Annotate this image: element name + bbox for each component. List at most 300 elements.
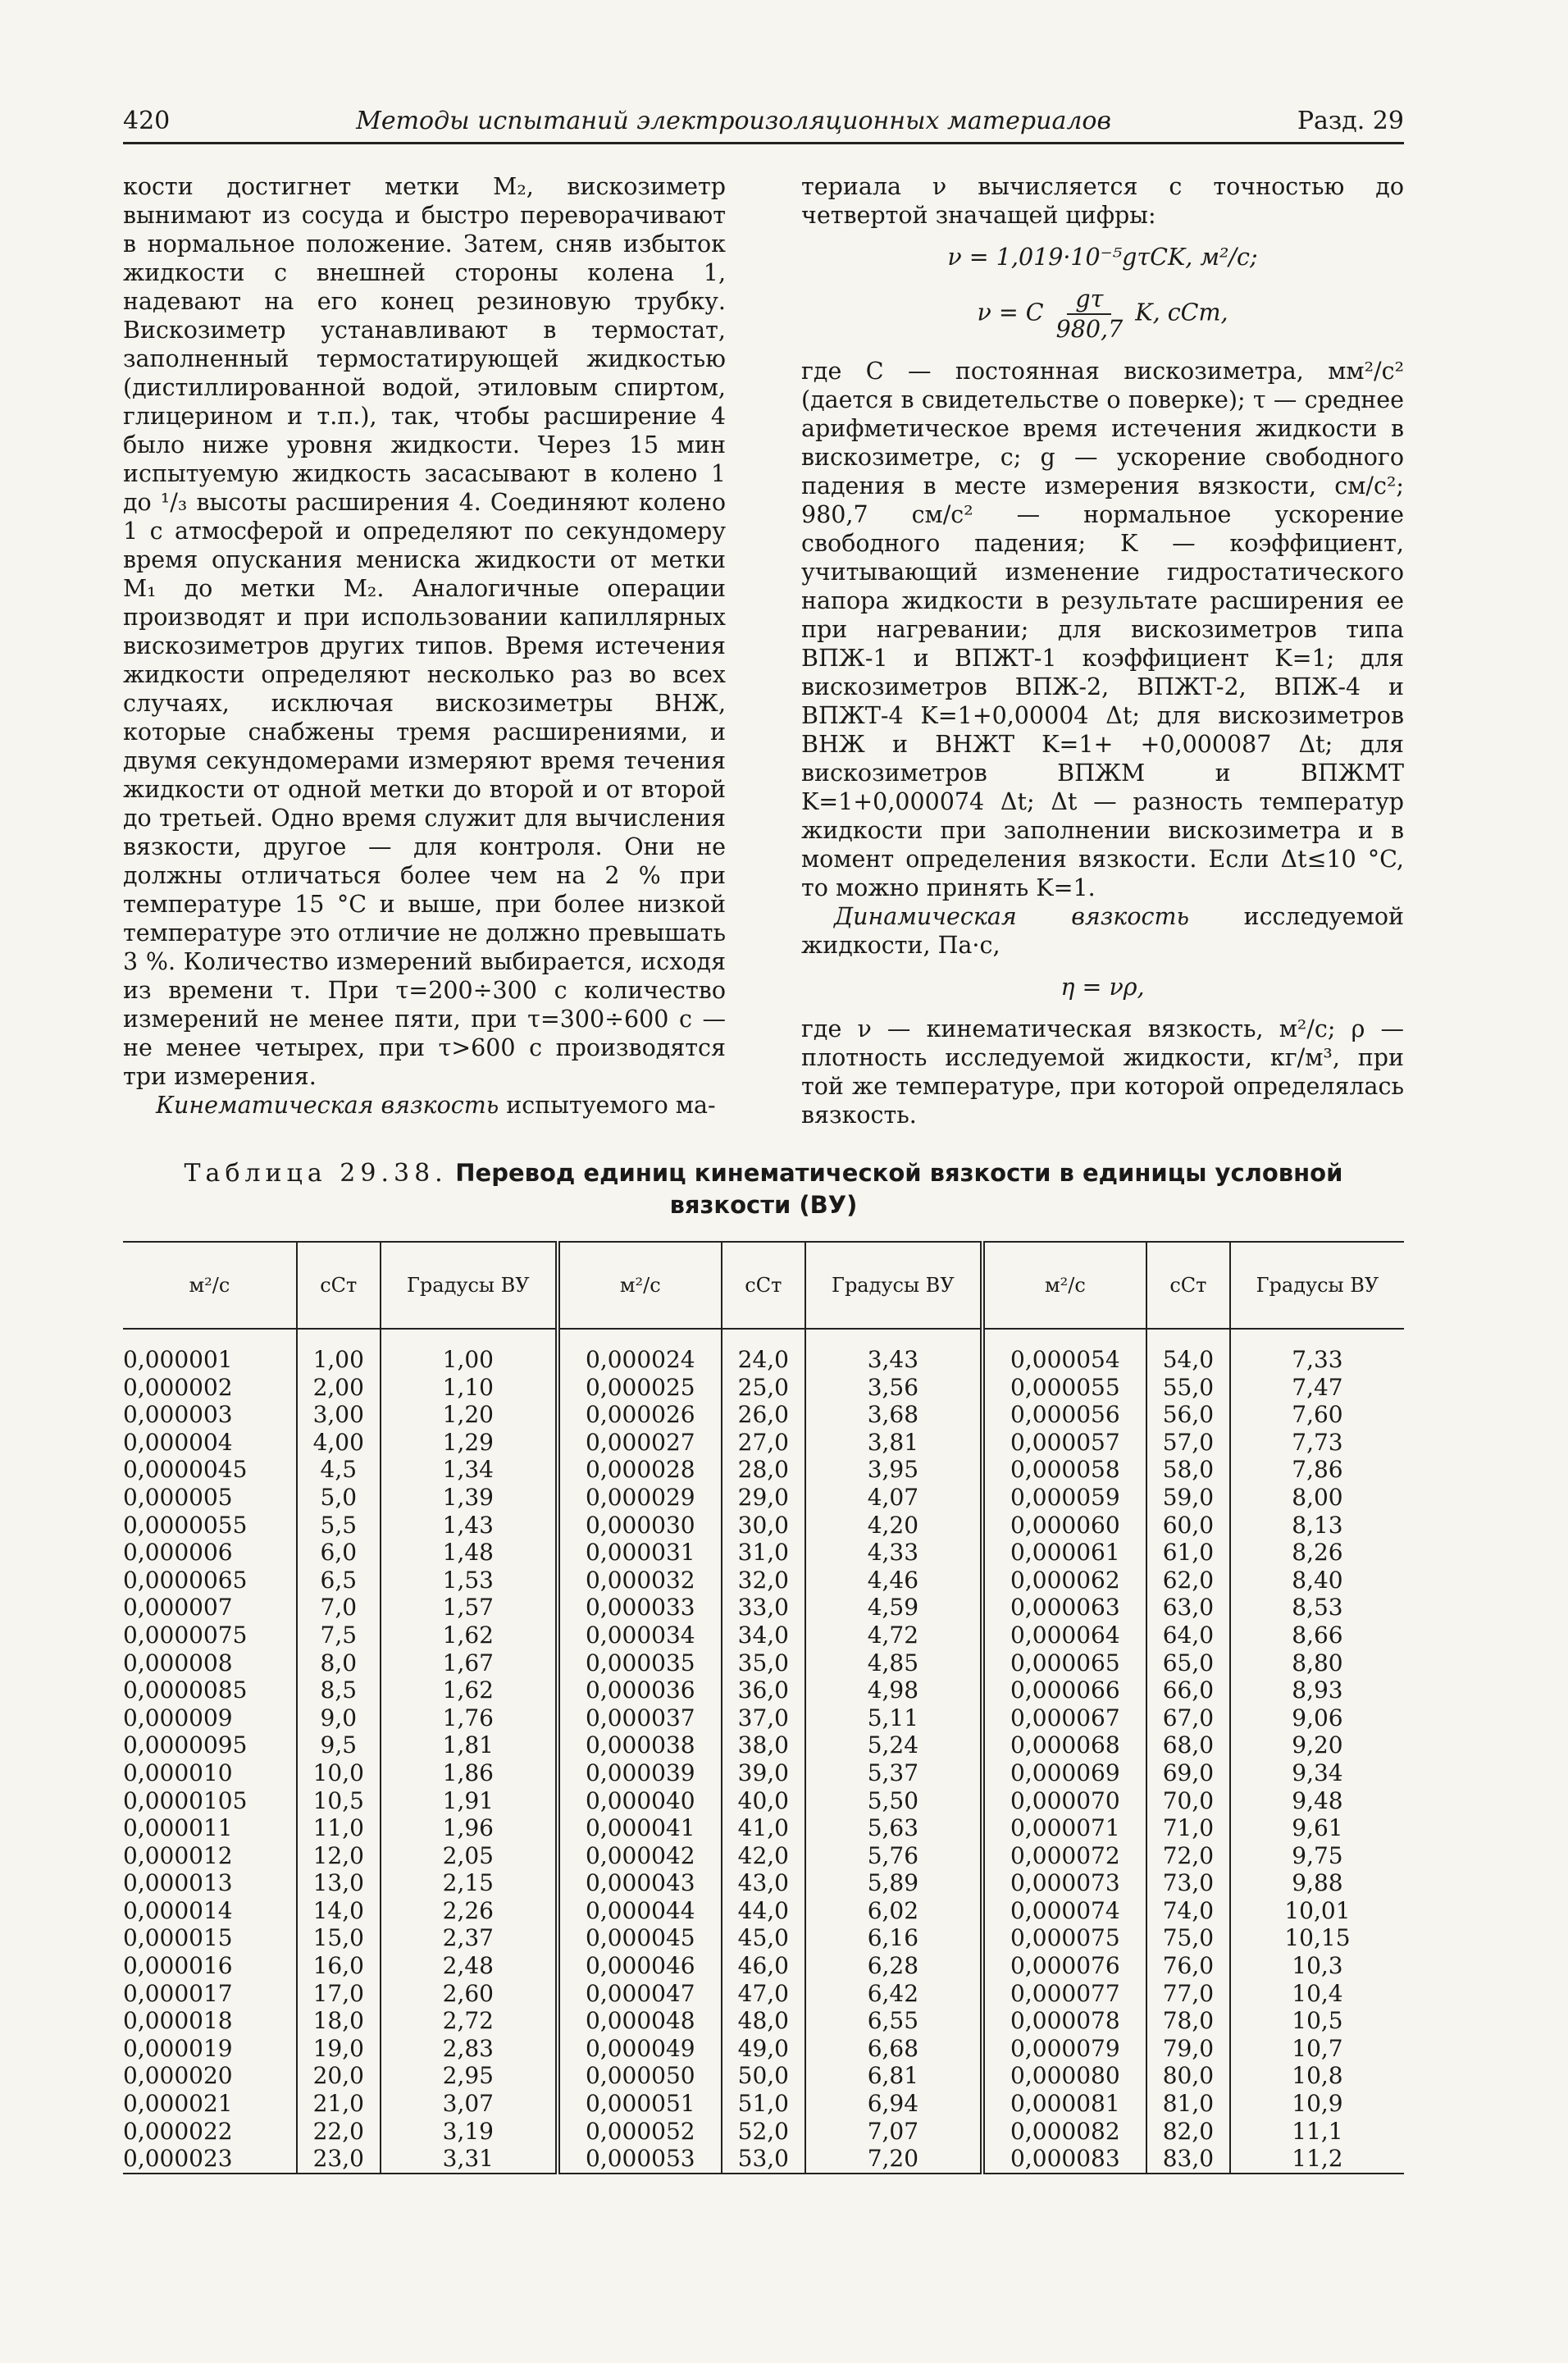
cell-cst: 25,0 [722, 1374, 805, 1402]
formula-2-left: ν = C [977, 299, 1044, 326]
cell-vu: 1,39 [381, 1484, 558, 1512]
cell-vu: 1,00 [381, 1329, 558, 1374]
cell-vu: 7,73 [1230, 1429, 1404, 1457]
cell-vu: 4,59 [805, 1594, 982, 1622]
table-row [123, 1512, 1404, 1540]
cell-cst: 29,0 [722, 1484, 805, 1512]
right-paragraph-2: где C — постоянная вискозиметра, мм²/с² (дается в свидетельстве о поверке); τ — среднее арифметическое время истечения жидкости в вискозиметре, с; g — ускорение свободного падения в месте измерения вязкости, см/с²; 980,7 см/с² — нормальное ускорение свободного падения; K — коэффициент, учитывающий изменение гидростатического напора жидкости в результате расширения ее при нагревании; для вискозиметров типа ВПЖ-1 и ВПЖТ-1 коэффициент K=1; для вискозиметров ВПЖ-2, ВПЖТ-2, ВПЖ-4 и ВПЖТ-4 K=1+0,00004 Δt; для вискозиметров ВНЖ и ВНЖТ K=1+ +0,000087 Δt; для вискозиметров ВПЖМ и ВПЖМТ K=1+0,000074 Δt; Δt — разность температур жидкости при заполнении вискозиметра и в момент определения вязкости. Если Δt≤10 °C, то можно принять K=1. [801, 358, 1404, 901]
cell-cst: 41,0 [722, 1814, 805, 1842]
cell-m2s: 0,000011 [123, 1814, 233, 1842]
cell-vu: 2,48 [381, 1952, 558, 1980]
cell-m2s: 0,0000045 [123, 1456, 248, 1484]
cell-vu: 5,24 [805, 1731, 982, 1759]
cell-cst: 9,5 [297, 1731, 381, 1759]
cell-vu: 10,8 [1230, 2062, 1404, 2090]
cell-vu: 1,34 [381, 1456, 558, 1484]
cell-m2s: 0,000002 [123, 1373, 233, 1401]
cell-m2s: 0,000027 [558, 1429, 722, 1457]
cell-vu: 8,00 [1230, 1484, 1404, 1512]
cell-cst: 70,0 [1146, 1787, 1230, 1815]
cell-m2s: 0,000035 [558, 1649, 722, 1677]
cell-m2s: 0,000033 [558, 1594, 722, 1622]
cell-cst: 49,0 [722, 2035, 805, 2063]
cell-vu: 4,33 [805, 1539, 982, 1567]
table-row [123, 1622, 1404, 1649]
cell-m2s: 0,000081 [982, 2090, 1146, 2118]
cell-cst: 8,5 [297, 1676, 381, 1704]
cell-m2s: 0,000020 [123, 2062, 233, 2090]
cell-m2s: 0,000040 [558, 1787, 722, 1815]
cell-vu: 2,26 [381, 1897, 558, 1925]
table-row [123, 2118, 1404, 2146]
cell-vu: 7,33 [1230, 1329, 1404, 1374]
running-title: Методы испытаний электроизоляционных материалов [356, 107, 1111, 135]
cell-cst: 35,0 [722, 1649, 805, 1677]
cell-vu: 5,37 [805, 1759, 982, 1787]
cell-cst: 38,0 [722, 1731, 805, 1759]
cell-vu: 6,28 [805, 1952, 982, 1980]
cell-vu: 1,20 [381, 1401, 558, 1429]
cell-vu: 1,62 [381, 1622, 558, 1649]
right-paragraph-3-text: исследуемой жидкости, Па·с, [801, 903, 1404, 959]
formula-2-fraction [1056, 285, 1124, 344]
kinematic-viscosity-term: Кинематическая вязкость [156, 1092, 499, 1119]
table-row [123, 2062, 1404, 2090]
cell-m2s: 0,0000105 [123, 1786, 248, 1814]
cell-vu: 10,3 [1230, 1952, 1404, 1980]
cell-cst: 52,0 [722, 2118, 805, 2146]
cell-cst: 10,0 [297, 1759, 381, 1787]
cell-m2s: 0,000007 [123, 1594, 233, 1622]
table-row [123, 1897, 1404, 1925]
cell-cst: 6,0 [297, 1539, 381, 1567]
cell-cst: 13,0 [297, 1869, 381, 1897]
cell-cst: 6,5 [297, 1567, 381, 1594]
cell-cst: 19,0 [297, 2035, 381, 2063]
cell-m2s: 0,000079 [982, 2035, 1146, 2063]
table-row [123, 1594, 1404, 1622]
table-row [123, 2090, 1404, 2118]
cell-cst: 48,0 [722, 2007, 805, 2035]
cell-cst: 77,0 [1146, 1980, 1230, 2008]
cell-vu: 9,34 [1230, 1759, 1404, 1787]
header-m2s: м²/с [123, 1242, 297, 1329]
cell-cst: 39,0 [722, 1759, 805, 1787]
cell-vu: 7,60 [1230, 1401, 1404, 1429]
cell-vu: 5,89 [805, 1869, 982, 1897]
left-paragraph-2 [123, 1091, 726, 1120]
table-row [123, 2035, 1404, 2063]
cell-m2s: 0,000023 [123, 2145, 297, 2174]
cell-cst: 30,0 [722, 1512, 805, 1540]
cell-vu: 3,19 [381, 2118, 558, 2146]
cell-m2s: 0,000024 [558, 1329, 722, 1374]
cell-vu: 11,1 [1230, 2118, 1404, 2146]
cell-m2s: 0,000078 [982, 2007, 1146, 2035]
cell-m2s: 0,0000075 [123, 1621, 248, 1649]
cell-m2s: 0,000053 [558, 2145, 722, 2174]
table-row [123, 1759, 1404, 1787]
cell-vu: 5,11 [805, 1704, 982, 1732]
cell-vu: 8,53 [1230, 1594, 1404, 1622]
cell-m2s: 0,000070 [982, 1787, 1146, 1815]
cell-m2s: 0,000046 [558, 1952, 722, 1980]
cell-cst: 16,0 [297, 1952, 381, 1980]
cell-vu: 3,43 [805, 1329, 982, 1374]
table-row [123, 1429, 1404, 1457]
cell-vu: 5,63 [805, 1814, 982, 1842]
cell-vu: 1,57 [381, 1594, 558, 1622]
right-paragraph-4: где ν — кинематическая вязкость, м²/с; ρ — плотность исследуемой жидкости, кг/м³, при той же температуре, при которой определялась вязкость. [801, 1015, 1404, 1129]
cell-cst: 31,0 [722, 1539, 805, 1567]
cell-cst: 14,0 [297, 1897, 381, 1925]
cell-cst: 3,00 [297, 1401, 381, 1429]
cell-cst: 53,0 [722, 2145, 805, 2174]
cell-cst: 62,0 [1146, 1567, 1230, 1594]
cell-cst: 20,0 [297, 2062, 381, 2090]
cell-vu: 1,91 [381, 1787, 558, 1815]
cell-vu: 3,31 [381, 2145, 558, 2174]
cell-cst: 33,0 [722, 1594, 805, 1622]
cell-vu: 2,05 [381, 1842, 558, 1870]
table-row [123, 1676, 1404, 1704]
cell-m2s: 0,000026 [558, 1401, 722, 1429]
cell-m2s: 0,000044 [558, 1897, 722, 1925]
cell-vu: 8,40 [1230, 1567, 1404, 1594]
cell-m2s: 0,000015 [123, 1924, 233, 1952]
cell-vu: 7,47 [1230, 1374, 1404, 1402]
cell-m2s: 0,000050 [558, 2062, 722, 2090]
cell-vu: 9,20 [1230, 1731, 1404, 1759]
cell-cst: 5,5 [297, 1512, 381, 1540]
cell-m2s: 0,000043 [558, 1869, 722, 1897]
cell-cst: 75,0 [1146, 1924, 1230, 1952]
cell-vu: 9,61 [1230, 1814, 1404, 1842]
cell-vu: 1,76 [381, 1704, 558, 1732]
cell-cst: 10,5 [297, 1787, 381, 1815]
header-vu: Градусы ВУ [805, 1242, 982, 1329]
table-row [123, 1731, 1404, 1759]
cell-vu: 2,60 [381, 1980, 558, 2008]
left-paragraph-2-text: испытуемого ма- [499, 1092, 716, 1119]
cell-m2s: 0,000003 [123, 1401, 233, 1429]
cell-cst: 8,0 [297, 1649, 381, 1677]
cell-vu: 9,75 [1230, 1842, 1404, 1870]
cell-cst: 7,5 [297, 1622, 381, 1649]
cell-m2s: 0,000082 [982, 2118, 1146, 2146]
cell-m2s: 0,000030 [558, 1512, 722, 1540]
cell-cst: 11,0 [297, 1814, 381, 1842]
cell-cst: 60,0 [1146, 1512, 1230, 1540]
cell-vu: 8,66 [1230, 1622, 1404, 1649]
header-cst: сСт [722, 1242, 805, 1329]
table-row [123, 1539, 1404, 1567]
cell-cst: 82,0 [1146, 2118, 1230, 2146]
cell-m2s: 0,0000085 [123, 1676, 248, 1704]
table-header-row [123, 1242, 1404, 1329]
cell-vu: 6,42 [805, 1980, 982, 2008]
cell-vu: 2,95 [381, 2062, 558, 2090]
cell-cst: 54,0 [1146, 1329, 1230, 1374]
cell-vu: 6,02 [805, 1897, 982, 1925]
cell-cst: 26,0 [722, 1401, 805, 1429]
cell-m2s: 0,000076 [982, 1952, 1146, 1980]
cell-cst: 63,0 [1146, 1594, 1230, 1622]
cell-vu: 6,68 [805, 2035, 982, 2063]
cell-m2s: 0,000066 [982, 1676, 1146, 1704]
cell-vu: 1,81 [381, 1731, 558, 1759]
table-row [123, 1484, 1404, 1512]
cell-m2s: 0,000047 [558, 1980, 722, 2008]
cell-vu: 5,76 [805, 1842, 982, 1870]
cell-m2s: 0,000042 [558, 1842, 722, 1870]
cell-vu: 3,56 [805, 1374, 982, 1402]
cell-m2s: 0,000068 [982, 1731, 1146, 1759]
table-caption [123, 1157, 1404, 1221]
cell-vu: 9,48 [1230, 1787, 1404, 1815]
cell-m2s: 0,000038 [558, 1731, 722, 1759]
cell-m2s: 0,000075 [982, 1924, 1146, 1952]
cell-m2s: 0,000019 [123, 2034, 233, 2062]
cell-vu: 4,46 [805, 1567, 982, 1594]
cell-cst: 50,0 [722, 2062, 805, 2090]
cell-cst: 51,0 [722, 2090, 805, 2118]
cell-m2s: 0,000049 [558, 2035, 722, 2063]
cell-cst: 40,0 [722, 1787, 805, 1815]
cell-m2s: 0,000063 [982, 1594, 1146, 1622]
cell-cst: 47,0 [722, 1980, 805, 2008]
cell-cst: 66,0 [1146, 1676, 1230, 1704]
cell-vu: 2,83 [381, 2035, 558, 2063]
table-caption-prefix: Таблица 29.38. [184, 1159, 448, 1188]
cell-m2s: 0,000021 [123, 2090, 233, 2118]
cell-cst: 32,0 [722, 1567, 805, 1594]
cell-vu: 6,94 [805, 2090, 982, 2118]
cell-cst: 76,0 [1146, 1952, 1230, 1980]
table-row [123, 1401, 1404, 1429]
cell-cst: 5,0 [297, 1484, 381, 1512]
cell-vu: 6,55 [805, 2007, 982, 2035]
cell-vu: 4,20 [805, 1512, 982, 1540]
cell-m2s: 0,000028 [558, 1456, 722, 1484]
cell-m2s: 0,0000095 [123, 1731, 248, 1759]
cell-vu: 2,72 [381, 2007, 558, 2035]
cell-cst: 81,0 [1146, 2090, 1230, 2118]
cell-vu: 10,01 [1230, 1897, 1404, 1925]
table-row [123, 2007, 1404, 2035]
cell-cst: 44,0 [722, 1897, 805, 1925]
cell-m2s: 0,000034 [558, 1622, 722, 1649]
cell-cst: 45,0 [722, 1924, 805, 1952]
cell-vu: 6,81 [805, 2062, 982, 2090]
cell-vu: 1,29 [381, 1429, 558, 1457]
cell-vu: 3,81 [805, 1429, 982, 1457]
formula-3: η = νρ, [1060, 974, 1145, 1001]
table-row [123, 2145, 1404, 2174]
cell-cst: 83,0 [1146, 2145, 1230, 2174]
formula-1: ν = 1,019·10⁻⁵gτCK, м²/с; [947, 244, 1258, 271]
cell-vu: 8,80 [1230, 1649, 1404, 1677]
table-row [123, 1787, 1404, 1815]
cell-m2s: 0,000022 [123, 2117, 233, 2145]
cell-m2s: 0,000058 [982, 1456, 1146, 1484]
cell-m2s: 0,000062 [982, 1567, 1146, 1594]
cell-m2s: 0,000060 [982, 1512, 1146, 1540]
cell-cst: 12,0 [297, 1842, 381, 1870]
header-m2s: м²/с [558, 1242, 722, 1329]
cell-cst: 69,0 [1146, 1759, 1230, 1787]
formula-2-numerator: gτ [1067, 285, 1111, 315]
dynamic-viscosity-term: Динамическая вязкость [834, 903, 1189, 930]
cell-m2s: 0,000016 [123, 1952, 233, 1980]
cell-cst: 64,0 [1146, 1622, 1230, 1649]
cell-vu: 2,37 [381, 1924, 558, 1952]
cell-vu: 1,48 [381, 1539, 558, 1567]
cell-m2s: 0,000036 [558, 1676, 722, 1704]
cell-m2s: 0,000001 [123, 1346, 233, 1373]
cell-cst: 7,0 [297, 1594, 381, 1622]
cell-vu: 7,07 [805, 2118, 982, 2146]
cell-m2s: 0,000037 [558, 1704, 722, 1732]
table-row [123, 1869, 1404, 1897]
cell-m2s: 0,000025 [558, 1374, 722, 1402]
formula-2-denominator: 980,7 [1055, 316, 1124, 343]
cell-cst: 61,0 [1146, 1539, 1230, 1567]
cell-cst: 46,0 [722, 1952, 805, 1980]
cell-m2s: 0,000045 [558, 1924, 722, 1952]
cell-vu: 4,85 [805, 1649, 982, 1677]
cell-cst: 55,0 [1146, 1374, 1230, 1402]
table-row [123, 1567, 1404, 1594]
table-body [123, 1329, 1404, 2174]
cell-vu: 2,15 [381, 1869, 558, 1897]
cell-m2s: 0,000065 [982, 1649, 1146, 1677]
cell-m2s: 0,000057 [982, 1429, 1146, 1457]
cell-m2s: 0,000056 [982, 1401, 1146, 1429]
table-caption-title: Перевод единиц кинематической вязкости в единицы условной вязкости (ВУ) [455, 1159, 1343, 1219]
cell-m2s: 0,000032 [558, 1567, 722, 1594]
cell-vu: 9,06 [1230, 1704, 1404, 1732]
cell-cst: 27,0 [722, 1429, 805, 1457]
page [123, 107, 1404, 2174]
cell-vu: 4,98 [805, 1676, 982, 1704]
cell-vu: 1,86 [381, 1759, 558, 1787]
cell-cst: 37,0 [722, 1704, 805, 1732]
cell-cst: 22,0 [297, 2118, 381, 2146]
header-cst: сСт [297, 1242, 381, 1329]
formula-2-right: K, сСт, [1135, 299, 1228, 326]
cell-cst: 43,0 [722, 1869, 805, 1897]
table-row [123, 1924, 1404, 1952]
cell-vu: 1,67 [381, 1649, 558, 1677]
cell-m2s: 0,000055 [982, 1374, 1146, 1402]
cell-cst: 34,0 [722, 1622, 805, 1649]
cell-cst: 79,0 [1146, 2035, 1230, 2063]
cell-m2s: 0,0000065 [123, 1566, 248, 1594]
header-m2s: м²/с [982, 1242, 1146, 1329]
cell-m2s: 0,000054 [982, 1329, 1146, 1374]
cell-m2s: 0,000009 [123, 1704, 233, 1731]
cell-m2s: 0,000069 [982, 1759, 1146, 1787]
right-column [801, 172, 1404, 1129]
cell-m2s: 0,000013 [123, 1869, 233, 1897]
cell-m2s: 0,000041 [558, 1814, 722, 1842]
cell-m2s: 0,0000055 [123, 1511, 248, 1539]
cell-cst: 74,0 [1146, 1897, 1230, 1925]
cell-m2s: 0,000074 [982, 1897, 1146, 1925]
cell-cst: 4,00 [297, 1429, 381, 1457]
cell-vu: 10,9 [1230, 2090, 1404, 2118]
page-number: 420 [123, 107, 171, 135]
cell-vu: 1,43 [381, 1512, 558, 1540]
cell-m2s: 0,000006 [123, 1539, 233, 1567]
cell-m2s: 0,000039 [558, 1759, 722, 1787]
cell-m2s: 0,000008 [123, 1649, 233, 1676]
cell-m2s: 0,000012 [123, 1841, 233, 1869]
cell-m2s: 0,000048 [558, 2007, 722, 2035]
formula-2 [801, 285, 1404, 344]
cell-vu: 10,5 [1230, 2007, 1404, 2035]
cell-vu: 7,20 [805, 2145, 982, 2174]
cell-vu: 10,15 [1230, 1924, 1404, 1952]
cell-vu: 1,96 [381, 1814, 558, 1842]
right-paragraph-3 [801, 902, 1404, 960]
section-label: Разд. 29 [1297, 107, 1404, 135]
cell-cst: 9,0 [297, 1704, 381, 1732]
table-row [123, 1456, 1404, 1484]
cell-cst: 68,0 [1146, 1731, 1230, 1759]
cell-vu: 9,88 [1230, 1869, 1404, 1897]
right-paragraph-1: териала ν вычисляется с точностью до четвертой значащей цифры: [801, 173, 1404, 229]
cell-vu: 3,68 [805, 1401, 982, 1429]
table-row [123, 1814, 1404, 1842]
cell-vu: 1,53 [381, 1567, 558, 1594]
left-paragraph-1: кости достигнет метки M₂, вискозиметр вынимают из сосуда и быстро переворачивают в нормальное положение. Затем, сняв избыток жидкости с внешней стороны колена 1, надевают на его конец резиновую трубку. Вискозиметр устанавливают в термостат, заполненный термостатирующей жидкостью (дистиллированной водой, этиловым спиртом, глицерином и т.п.), так, чтобы расширение 4 было ниже уровня жидкости. Через 15 мин испытуемую жидкость засасывают в колено 1 до ¹/₃ высоты расширения 4. Соединяют колено 1 с атмосферой и определяют по секундомеру время опускания мениска жидкости от метки M₁ до метки M₂. Аналогичные операции производят и при использовании капиллярных вискозиметров других типов. Время истечения жидкости определяют несколько раз во всех случаях, исключая вискозиметры ВНЖ, которые снабжены тремя расширениями, и двумя секундомерами измеряют время течения жидкости от одной метки до второй и от второй до третьей. Одно время служит для вычисления вязкости, другое — для контроля. Они не должны отличаться более чем на 2 % при температуре 15 °C и выше, при более низкой температуре это отличие не должно превышать 3 %. Количество измерений выбирается, исходя из времени τ. При τ=200÷300 с количество измерений не менее пяти, при τ=300÷600 с — не менее четырех, при τ>600 с производятся три измерения. [123, 173, 726, 1090]
cell-cst: 17,0 [297, 1980, 381, 2008]
cell-vu: 6,16 [805, 1924, 982, 1952]
table-row [123, 1374, 1404, 1402]
table-row [123, 1952, 1404, 1980]
cell-cst: 65,0 [1146, 1649, 1230, 1677]
cell-m2s: 0,000072 [982, 1842, 1146, 1870]
cell-cst: 15,0 [297, 1924, 381, 1952]
cell-m2s: 0,000059 [982, 1484, 1146, 1512]
cell-m2s: 0,000067 [982, 1704, 1146, 1732]
running-header [123, 107, 1404, 144]
cell-m2s: 0,000061 [982, 1539, 1146, 1567]
cell-vu: 5,50 [805, 1787, 982, 1815]
cell-m2s: 0,000010 [123, 1759, 233, 1786]
cell-m2s: 0,000004 [123, 1428, 233, 1456]
cell-cst: 71,0 [1146, 1814, 1230, 1842]
cell-m2s: 0,000083 [982, 2145, 1146, 2174]
cell-cst: 80,0 [1146, 2062, 1230, 2090]
cell-m2s: 0,000017 [123, 1979, 233, 2007]
cell-cst: 56,0 [1146, 1401, 1230, 1429]
cell-vu: 3,95 [805, 1456, 982, 1484]
cell-cst: 28,0 [722, 1456, 805, 1484]
header-vu: Градусы ВУ [1230, 1242, 1404, 1329]
cell-m2s: 0,000073 [982, 1869, 1146, 1897]
cell-m2s: 0,000031 [558, 1539, 722, 1567]
table-row [123, 1842, 1404, 1870]
cell-vu: 4,72 [805, 1622, 982, 1649]
cell-cst: 72,0 [1146, 1842, 1230, 1870]
cell-cst: 1,00 [297, 1329, 381, 1374]
cell-vu: 1,10 [381, 1374, 558, 1402]
cell-m2s: 0,000051 [558, 2090, 722, 2118]
cell-vu: 1,62 [381, 1676, 558, 1704]
